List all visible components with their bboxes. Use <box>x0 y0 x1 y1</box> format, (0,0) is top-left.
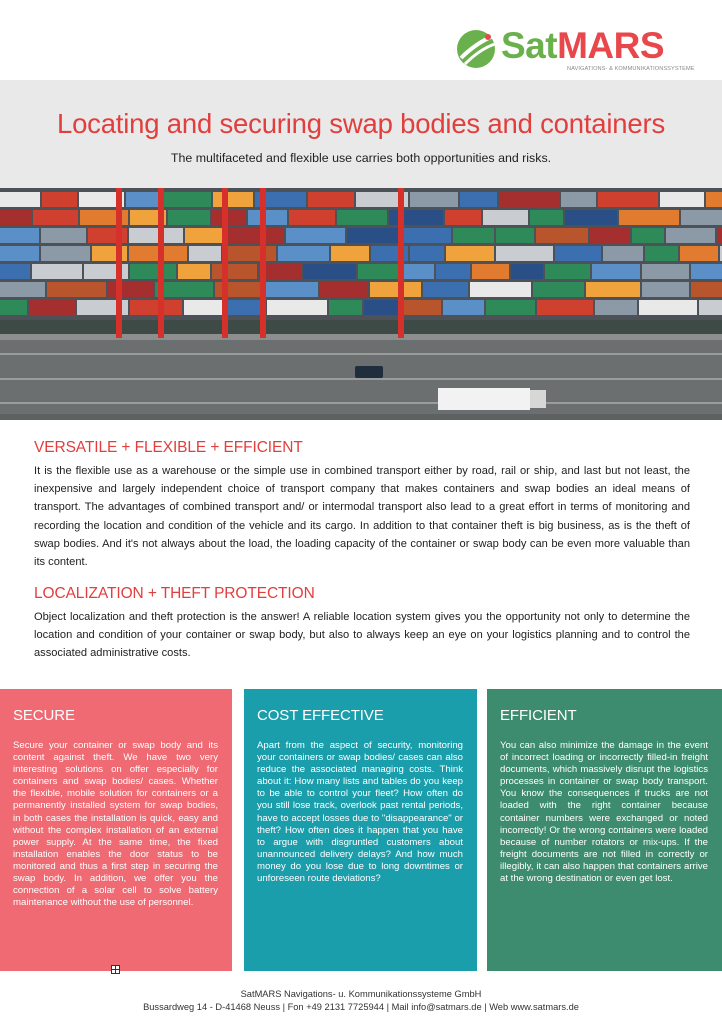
container-block <box>561 192 596 207</box>
container-block <box>0 264 30 279</box>
container-block <box>189 246 221 261</box>
container-block <box>41 228 86 243</box>
container-block <box>185 228 225 243</box>
container-block <box>460 192 497 207</box>
page-subtitle: The multifaceted and flexible use carries both opportunities and risks. <box>170 151 552 165</box>
column-body-secure: Secure your container or swap body and its content against theft. We have two very interesting solutions on offer especially for containers and swap bodies/ cases. Whether the flexible, mobile solution for containers or a permanently installed system for swap bodies, in both cases the installation is quick, easy and without the complex installation of an external power supply. At the same time, the fixed installation enables the door status to be monitored and thus a first step in securing the swap body. In addition, we offer you the connection of a solar cell to solve battery maintenance without the use of personnel. <box>13 740 218 909</box>
container-block <box>212 210 246 225</box>
container-block <box>632 228 664 243</box>
brand-tagline: NAVIGATIONS- & KOMMUNIKATIONSSYSTEME <box>567 66 695 72</box>
text-overflow-handle[interactable] <box>111 965 120 974</box>
container-block <box>162 192 211 207</box>
container-block <box>410 192 458 207</box>
container-block <box>32 264 82 279</box>
section-heading-localization: LOCALIZATION + THEFT PROTECTION <box>34 585 315 602</box>
container-port-photo <box>0 188 722 420</box>
container-block <box>590 228 630 243</box>
container-block <box>619 210 679 225</box>
crane-beam <box>260 188 266 338</box>
container-block <box>536 228 588 243</box>
page-title: Locating and securing swap bodies and containers <box>56 108 666 139</box>
footer <box>0 988 722 1013</box>
container-block <box>639 300 697 315</box>
satmars-logo <box>455 22 705 78</box>
container-block <box>443 300 484 315</box>
container-block <box>213 192 253 207</box>
container-block <box>227 228 284 243</box>
container-block <box>499 192 559 207</box>
column-heading-cost-effective: COST EFFECTIVE <box>257 707 384 724</box>
crane-beam <box>116 188 122 338</box>
container-port-illustration <box>0 188 722 420</box>
container-block <box>483 210 528 225</box>
container-block <box>511 264 543 279</box>
container-block <box>0 192 40 207</box>
container-block <box>586 282 640 297</box>
container-block <box>423 282 468 297</box>
column-heading-secure: SECURE <box>13 707 75 724</box>
container-block <box>0 282 45 297</box>
container-block <box>320 282 368 297</box>
container-block <box>42 192 77 207</box>
container-block <box>33 210 78 225</box>
container-block <box>470 282 531 297</box>
container-block <box>642 282 689 297</box>
container-block <box>223 246 276 261</box>
container-block <box>286 228 345 243</box>
container-block <box>545 264 590 279</box>
brand-name-mars: MARS <box>557 25 665 66</box>
container-block <box>178 264 210 279</box>
container-block <box>129 228 183 243</box>
container-block <box>47 282 106 297</box>
container-block <box>130 264 176 279</box>
container-block <box>530 210 563 225</box>
section-localization <box>34 585 690 663</box>
crane-beam <box>222 188 228 338</box>
container-block <box>108 282 153 297</box>
container-block <box>681 210 722 225</box>
container-block <box>215 282 261 297</box>
container-block <box>289 210 335 225</box>
container-block <box>445 210 481 225</box>
container-block <box>592 264 640 279</box>
container-block <box>403 228 451 243</box>
container-block <box>347 228 401 243</box>
container-block <box>331 246 369 261</box>
container-block <box>645 246 678 261</box>
container-block <box>329 300 362 315</box>
vehicle <box>355 366 383 378</box>
container-block <box>308 192 354 207</box>
container-block <box>537 300 593 315</box>
container-block <box>598 192 658 207</box>
container-block <box>565 210 617 225</box>
hero-band <box>0 80 722 188</box>
container-block <box>436 264 470 279</box>
container-block <box>403 300 441 315</box>
container-block <box>603 246 643 261</box>
column-secure <box>0 689 232 971</box>
truck-cab <box>530 390 546 408</box>
container-block <box>533 282 584 297</box>
footer-contact: Bussardweg 14 - D-41468 Neuss | Fon +49 2131 7725944 | Mail info@satmars.de | Web www.satmars.de <box>143 1001 579 1012</box>
container-block <box>303 264 356 279</box>
container-block <box>666 228 715 243</box>
crane-beam <box>398 188 404 338</box>
column-efficient <box>487 689 722 971</box>
container-block <box>699 300 722 315</box>
container-block <box>453 228 494 243</box>
brand-name-sat: Sat <box>501 25 558 66</box>
container-block <box>717 228 722 243</box>
container-block <box>389 210 443 225</box>
truck-trailer <box>438 388 530 410</box>
column-heading-efficient: EFFICIENT <box>500 707 577 724</box>
column-cost-effective <box>244 689 477 971</box>
container-block <box>168 210 210 225</box>
container-block <box>691 264 722 279</box>
container-block <box>400 264 434 279</box>
footer-company: SatMARS Navigations- u. Kommunikationssysteme GmbH <box>240 989 482 999</box>
section-body-localization: Object localization and theft protection is the answer! A reliable location system gives you the opportunity not only to determine the location and condition of your container or swap body, but also to always keep an eye on your logistics planning and to control the associated administrative costs. <box>34 611 690 660</box>
container-block <box>680 246 718 261</box>
container-block <box>184 300 222 315</box>
section-heading-versatile: VERSATILE + FLEXIBLE + EFFICIENT <box>34 439 303 456</box>
section-versatile <box>34 439 690 571</box>
container-block <box>472 264 509 279</box>
container-block <box>446 246 494 261</box>
container-block <box>29 300 75 315</box>
container-block <box>126 192 160 207</box>
container-block <box>555 246 601 261</box>
container-block <box>212 264 257 279</box>
container-block <box>486 300 535 315</box>
container-block <box>0 300 27 315</box>
container-block <box>267 300 327 315</box>
container-block <box>642 264 689 279</box>
container-block <box>370 282 421 297</box>
container-block <box>496 246 553 261</box>
container-block <box>130 300 182 315</box>
container-block <box>263 282 318 297</box>
container-block <box>278 246 329 261</box>
container-block <box>248 210 287 225</box>
satmars-logo-icon <box>455 28 497 70</box>
container-block <box>595 300 637 315</box>
container-block <box>0 228 39 243</box>
column-body-efficient: You can also minimize the damage in the event of incorrect loading or incorrectly filled-in freight documents, which massively disrupt the logistics processes in container or swap body transport. You know the consequences if trucks are not loaded with the right container because container numbers were exchanged or noted incorrectly! Or the wrong containers were loaded because of number rotators or mix-ups. If the freight documents are not filled in correctly or illegibly, it can also happen that containers arrive at the wrong destination or even get lost. <box>500 740 708 885</box>
container-block <box>364 300 401 315</box>
column-body-cost-effective: Apart from the aspect of security, monitoring your containers or swap bodies/ cases can also reduce the associated managing costs. Think about it: How many lists and tables do you keep to be able to control your fleet? How often do you still lose track, overlook past rental periods, have to accept losses due to "disappearance" or theft? How often does it happen that you have to argue with disgruntled customers about unannounced delivery delays? And how much money do you lose due to long downtimes or unforeseen route deviations? <box>257 740 463 885</box>
container-block <box>337 210 387 225</box>
container-block <box>496 228 534 243</box>
brand-name <box>501 26 664 66</box>
container-block <box>691 282 722 297</box>
container-block <box>660 192 704 207</box>
container-block <box>410 246 444 261</box>
section-body-versatile: It is the flexible use as a warehouse or the simple use in combined transport either by road, rail or ship, and last but not least, the inexpensive and largely independent choice of transport company that makes containers and swap bodies an ideal means of transport. The advantages of combined transport and/ or intermodal transport also lead to a great effort in terms of monitoring and recording the location and condition of the vehicle and its cargo. In addition to that container theft is big business, as is the theft of swap bodies. And it's not always about the load, the loading capacity of the container or swap body can be even more valuable than its content. <box>34 465 690 569</box>
crane-beam <box>158 188 164 338</box>
container-block <box>0 210 31 225</box>
container-block <box>0 246 39 261</box>
container-block <box>224 300 265 315</box>
container-block <box>358 264 398 279</box>
container-block <box>706 192 722 207</box>
container-block <box>41 246 90 261</box>
